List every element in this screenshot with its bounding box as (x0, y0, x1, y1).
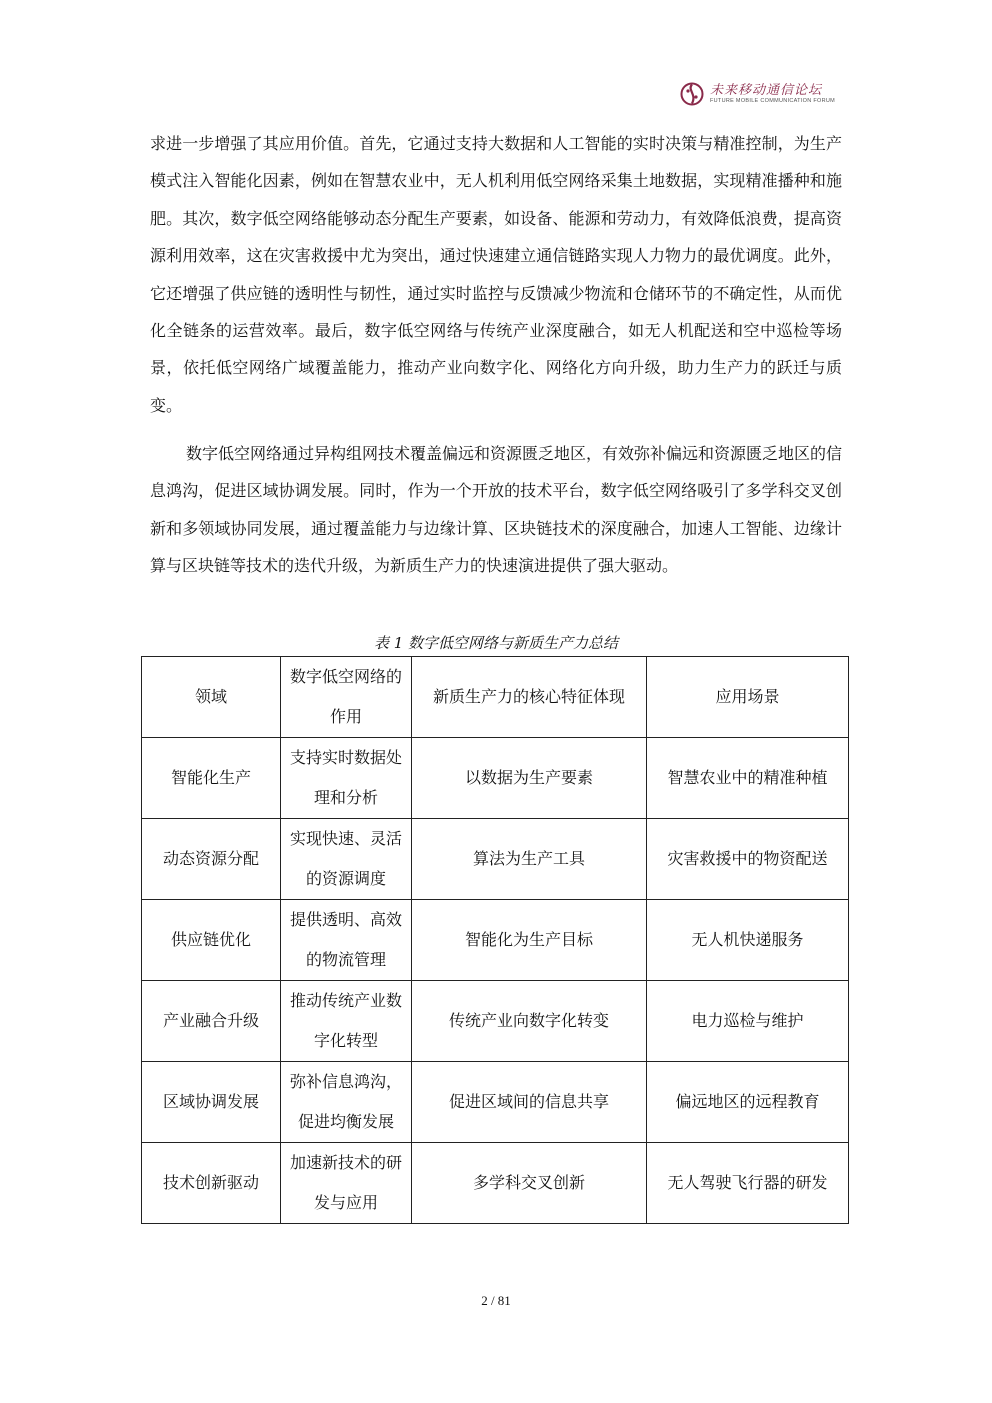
body-paragraph-2: 数字低空网络通过异构组网技术覆盖偏远和资源匮乏地区，有效弥补偏远和资源匮乏地区的信息鸿沟，促进区域协调发展。同时，作为一个开放的技术平台，数字低空网络吸引了多学科交叉创新和多领域协同发展，通过覆盖能力与边缘计算、区块链技术的深度融合，加速人工智能、边缘计算与区块链等技术的迭代升级，为新质生产力的快速演进提供了强大驱动。 (150, 444, 843, 576)
table-cell: 提供透明、高效的物流管理 (281, 900, 412, 981)
table-cell: 区域协调发展 (142, 1062, 281, 1143)
table-caption: 表 1 数字低空网络与新质生产力总结 (373, 634, 619, 652)
table-cell: 无人机快递服务 (647, 900, 849, 981)
table-row (142, 819, 849, 900)
table-cell: 动态资源分配 (142, 819, 281, 900)
table-cell: 加速新技术的研发与应用 (281, 1143, 412, 1224)
table-header-row (142, 657, 849, 738)
table-cell: 智能化生产 (142, 738, 281, 819)
table-cell: 技术创新驱动 (142, 1143, 281, 1224)
table-cell: 智慧农业中的精准种植 (647, 738, 849, 819)
summary-table (141, 656, 849, 1224)
table-row (142, 900, 849, 981)
forum-logo-icon (680, 82, 704, 106)
table-row (142, 981, 849, 1062)
logo-chinese-name: 未来移动通信论坛 (710, 82, 823, 98)
header-cell-role: 数字低空网络的作用 (281, 657, 412, 738)
table-cell: 产业融合升级 (142, 981, 281, 1062)
logo-english-name: FUTURE MOBILE COMMUNICATION FORUM (710, 97, 835, 104)
header-logo (680, 82, 835, 106)
table-cell: 智能化为生产目标 (412, 900, 647, 981)
header-cell-scenario: 应用场景 (647, 657, 849, 738)
table-cell: 以数据为生产要素 (412, 738, 647, 819)
table-cell: 弥补信息鸿沟，促进均衡发展 (281, 1062, 412, 1143)
body-paragraph-1: 求进一步增强了其应用价值。首先，它通过支持大数据和人工智能的实时决策与精准控制，为生产模式注入智能化因素，例如在智慧农业中，无人机利用低空网络采集土地数据，实现精准播种和施肥。其次，数字低空网络能够动态分配生产要素，如设备、能源和劳动力，有效降低浪费，提高资源利用效率，这在灾害救援中尤为突出，通过快速建立通信链路实现人力物力的最优调度。此外，它还增强了供应链的透明性与韧性，通过实时监控与反馈减少物流和仓储环节的不确定性，从而优化全链条的运营效率。最后，数字低空网络与传统产业深度融合，如无人机配送和空中巡检等场景，依托低空网络广域覆盖能力，推动产业向数字化、网络化方向升级，助力生产力的跃迁与质变。 (150, 134, 842, 415)
header-cell-domain: 领域 (142, 657, 281, 738)
table-row (142, 1143, 849, 1224)
table-row (142, 1062, 849, 1143)
table-cell: 传统产业向数字化转变 (412, 981, 647, 1062)
table-cell: 灾害救援中的物资配送 (647, 819, 849, 900)
table-cell: 供应链优化 (142, 900, 281, 981)
table-cell: 偏远地区的远程教育 (647, 1062, 849, 1143)
table-cell: 算法为生产工具 (412, 819, 647, 900)
logo-text (710, 84, 835, 105)
table-cell: 推动传统产业数字化转型 (281, 981, 412, 1062)
table-cell: 实现快速、灵活的资源调度 (281, 819, 412, 900)
table-cell: 电力巡检与维护 (647, 981, 849, 1062)
table-cell: 无人驾驶飞行器的研发 (647, 1143, 849, 1224)
table-row (142, 738, 849, 819)
header-cell-feature: 新质生产力的核心特征体现 (412, 657, 647, 738)
table-cell: 促进区域间的信息共享 (412, 1062, 647, 1143)
table-cell: 支持实时数据处理和分析 (281, 738, 412, 819)
page-number: 2 / 81 (481, 1293, 511, 1308)
table-cell: 多学科交叉创新 (412, 1143, 647, 1224)
